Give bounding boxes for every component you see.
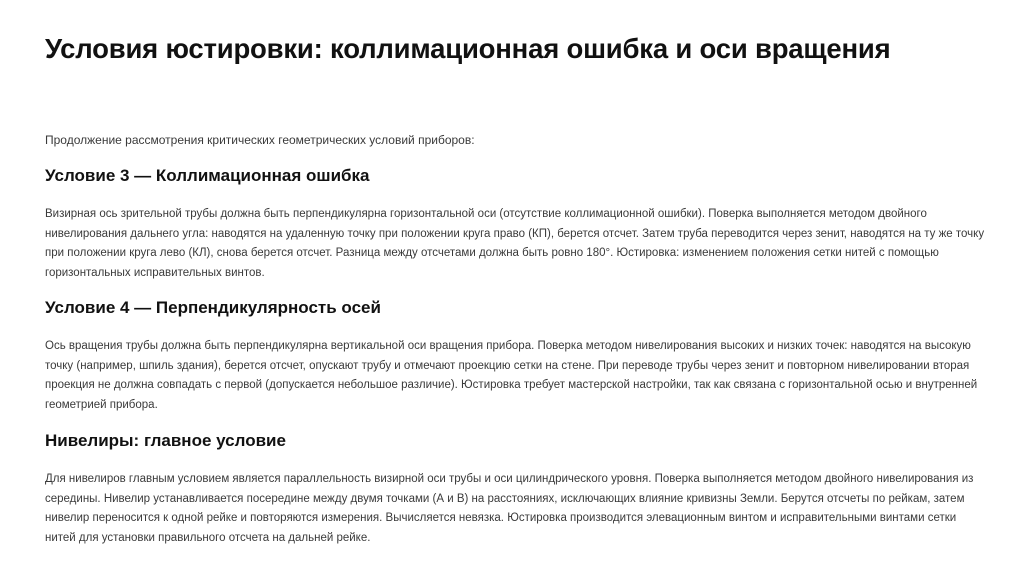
section-text-condition-3: Визирная ось зрительной трубы должна быть перпендикулярна горизонтальной оси (отсутствие коллимационной ошибки). Поверка выполняется методом двойного нивелирования дальнего угла: наводятся на удаленную точку при положении круга право (КП), берется отсчет. Затем труба переводится через зенит, наводятся на ту же точку при положении круга лево (КЛ), снова берется отсчет. Разница между отсчетами должна быть ровно 180°. Юстировка: изменением положения сетки нитей с помощью горизонтальных исправительных винтов. bbox=[45, 208, 985, 279]
section-heading-condition-4: Условие 4 — Перпендикулярность осей bbox=[45, 298, 381, 317]
page-title: Условия юстировки: коллимационная ошибка и оси вращения bbox=[45, 33, 891, 64]
intro-text: Продолжение рассмотрения критических геометрических условий приборов: bbox=[45, 133, 475, 147]
section-heading-condition-3: Условие 3 — Коллимационная ошибка bbox=[45, 166, 370, 185]
section-heading-levels: Нивелиры: главное условие bbox=[45, 431, 286, 450]
section-text-condition-4: Ось вращения трубы должна быть перпендикулярна вертикальной оси вращения прибора. Поверка методом нивелирования высоких и низких точек: наводятся на высокую точку (например, шпиль здания), берется отсчет, опускают трубу и отмечают проекцию сетки на стене. При переводе трубы через зенит и повторном нивелировании вторая проекция не должна совпадать с первой (допускается небольшое различие). Юстировка требует мастерской настройки, так как связана с горизонтальной осью и внутренней геометрией прибора. bbox=[45, 340, 978, 411]
section-text-levels: Для нивелиров главным условием является параллельность визирной оси трубы и оси цилиндрического уровня. Поверка выполняется методом двойного нивелирования из середины. Нивелир устанавливается посередине между двумя точками (А и В) на расстояниях, исключающих влияние кривизны Земли. Берутся отсчеты по рейкам, затем нивелир переносится к одной рейке и повторяются измерения. Вычисляется невязка. Юстировка производится элевационным винтом и исправительными винтами сетки нитей для установки правильного отсчета на дальней рейке. bbox=[45, 473, 974, 544]
